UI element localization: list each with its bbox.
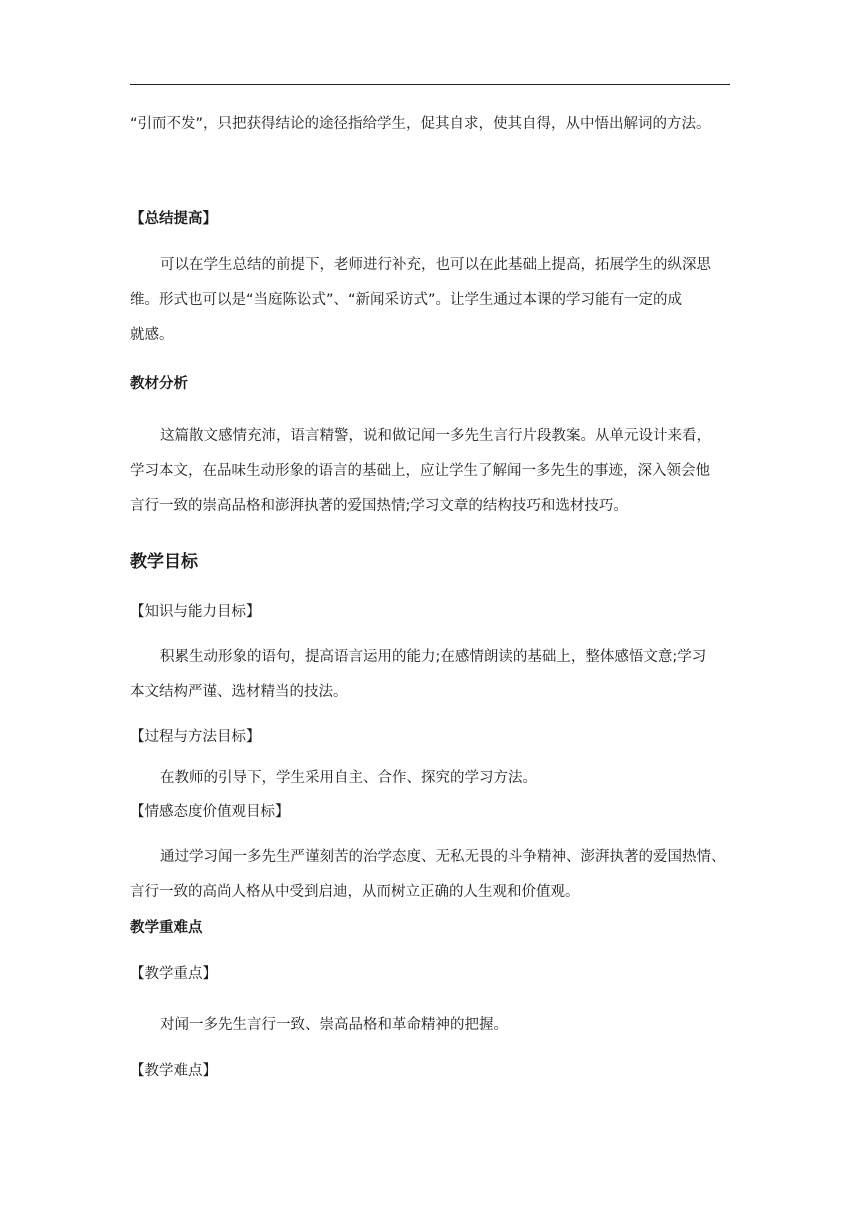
material-line: 这篇散文感情充沛，语言精警，说和做记闻一多先生言行片段教案。从单元设计来看， [160,428,711,444]
intro-paragraph: “引而不发”，只把获得结论的途径指给学生，促其自求，使其自得，从中悟出解词的方法。 [130,116,711,132]
emotion-goal-line: 通过学习闻一多先生严谨刻苦的治学态度、无私无畏的斗争精神、澎湃执著的爱国热情、 [160,849,726,865]
knowledge-goal-line: 积累生动形象的语句，提高语言运用的能力;在感情朗读的基础上，整体感悟文意;学习 [160,649,707,665]
focus-text: 对闻一多先生言行一致、崇高品格和革命精神的把握。 [160,1017,508,1033]
summary-line: 可以在学生总结的前提下，老师进行补充，也可以在此基础上提高，拓展学生的纵深思 [160,257,711,273]
knowledge-goal-line: 本文结构严谨、选材精当的技法。 [130,684,348,700]
difficulty-heading: 【教学难点】 [130,1063,217,1079]
summary-paragraph [130,248,734,353]
process-goal-text: 在教师的引导下，学生采用自主、合作、探究的学习方法。 [160,770,537,786]
summary-line: 就感。 [130,327,174,343]
emotion-goal-paragraph [130,840,734,910]
material-heading: 教材分析 [130,376,188,392]
emotion-goal-heading: 【情感态度价值观目标】 [130,804,290,820]
emotion-goal-line: 言行一致的高尚人格从中受到启迪，从而树立正确的人生观和价值观。 [130,884,580,900]
material-line: 学习本文，在品味生动形象的语言的基础上，应让学生了解闻一多先生的事迹，深入领会他 [130,463,710,479]
goals-heading: 教学目标 [130,552,198,572]
process-goal-heading: 【过程与方法目标】 [130,729,261,745]
summary-heading: 【总结提高】 [130,211,217,227]
focus-heading: 【教学重点】 [130,966,217,982]
key-points-heading: 教学重难点 [130,920,203,936]
knowledge-goal-heading: 【知识与能力目标】 [130,604,261,620]
header-rule [130,84,730,85]
material-paragraph [130,419,734,524]
summary-line: 维。形式也可以是“当庭陈讼式”、“新闻采访式”。让学生通过本课的学习能有一定的成 [130,292,683,308]
knowledge-goal-paragraph [130,640,734,710]
material-line: 言行一致的崇高品格和澎湃执著的爱国热情;学习文章的结构技巧和选材技巧。 [130,498,628,514]
